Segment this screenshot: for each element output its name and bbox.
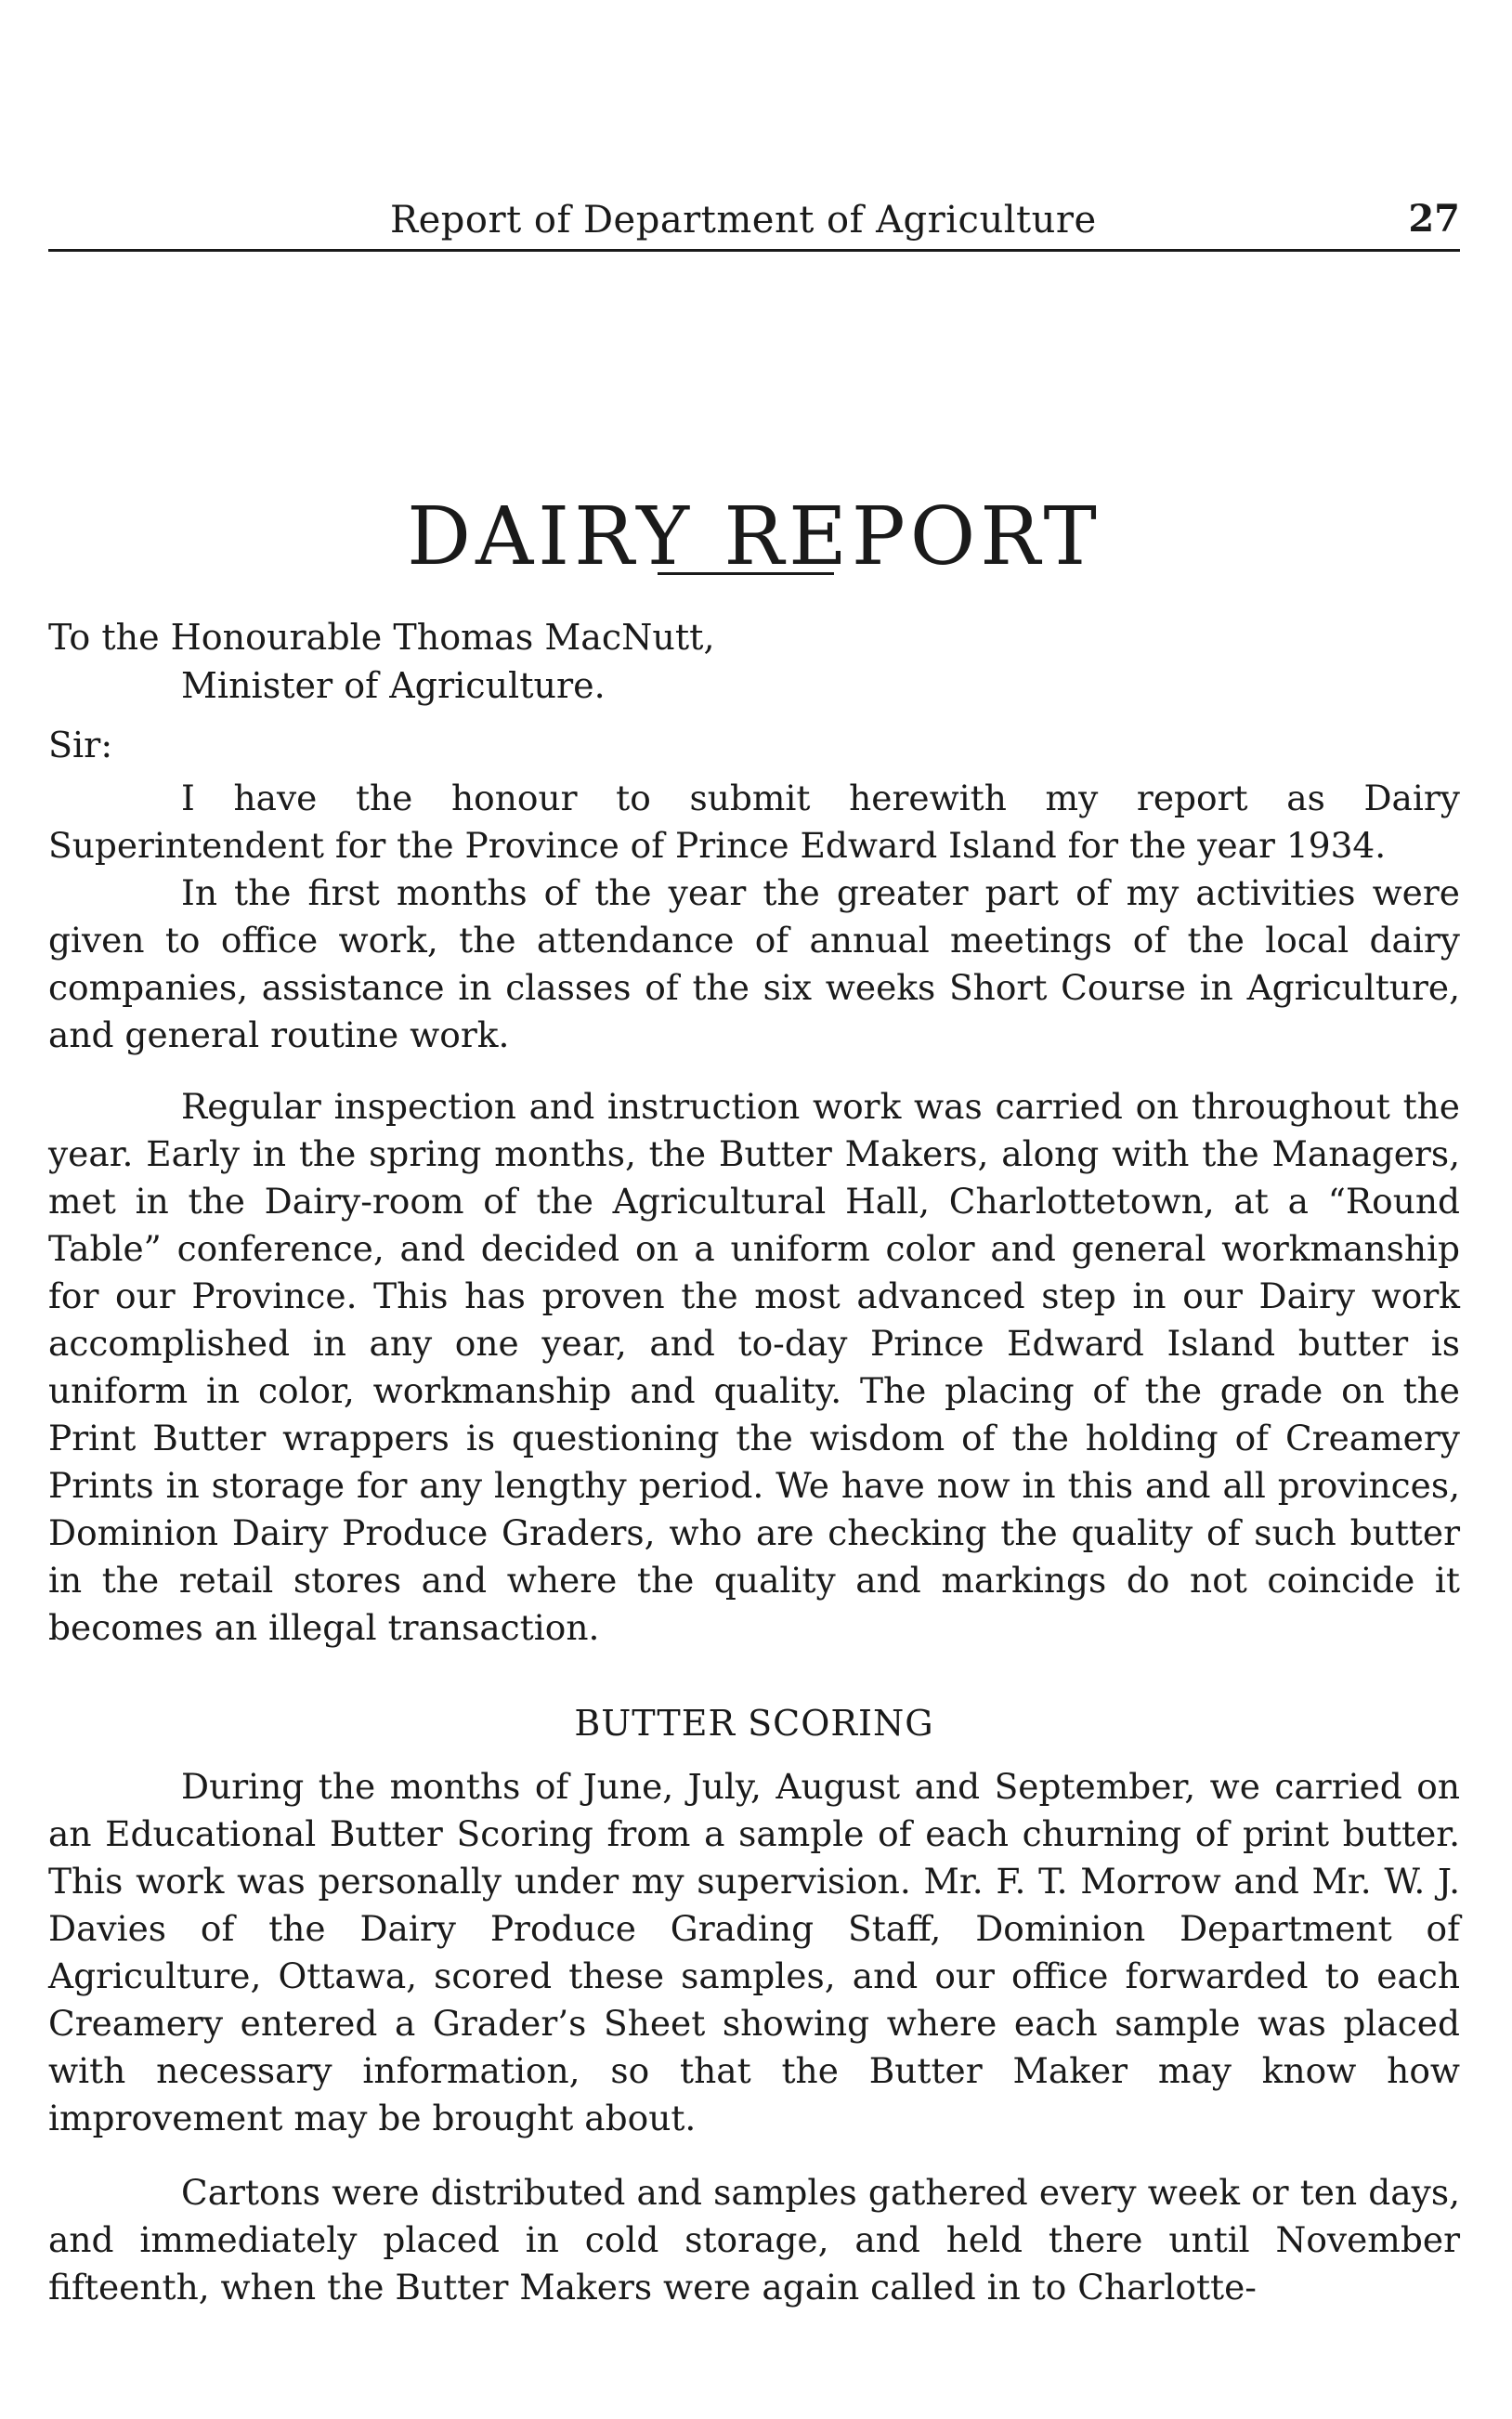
section-heading: BUTTER SCORING: [574, 1703, 934, 1744]
paragraph: I have the honour to submit herewith my report as Dairy Superintendent for the Province of Prince Edward Island for the year 1934.: [48, 778, 1460, 866]
addressee-name: To the Honourable Thomas MacNutt,: [48, 617, 715, 658]
running-header: [48, 195, 1460, 252]
running-title: Report of Department of Agriculture: [390, 199, 1097, 242]
butter-scoring-paragraph-block: [48, 1763, 1460, 2142]
paragraph: In the first months of the year the greater part of my activities were given to office work, the attendance of annual meetings of the local dairy companies, assistance in classes of the six weeks Short Course in Agriculture, and general routine work.: [48, 872, 1460, 1055]
salutation: Sir:: [48, 725, 113, 765]
paragraph: Regular inspection and instruction work was carried on throughout the year. Early in the spring months, the Butter Makers, along with the Managers, met in the Dairy-room of the Agricultural Hall, Charlottetown, at a “Round Table” conference, and decided on a uniform color and general workmanship for our Province. This has proven the most advanced step in our Dairy work accomplished in any one year, and to-day Prince Edward Island butter is uniform in color, workmanship and quality. The placing of the grade on the Print Butter wrappers is questioning the wisdom of the holding of Creamery Prints in storage for any lengthy period. We have now in this and all provinces, Dominion Dairy Produce Graders, who are checking the quality of such butter in the retail stores and where the quality and markings do not coincide it becomes an illegal transaction.: [48, 1086, 1460, 1648]
inspection-paragraph-block: [48, 1083, 1460, 1652]
cartons-paragraph-block: [48, 2169, 1460, 2311]
title-divider: [658, 572, 834, 575]
report-title: DAIRY REPORT: [407, 490, 1101, 583]
intro-paragraphs: [48, 775, 1460, 1059]
paragraph: Cartons were distributed and samples gathered every week or ten days, and immediately placed in cold storage, and held there until November fifteenth, when the Butter Makers were again called in to Charlotte-: [48, 2172, 1460, 2308]
page-number: 27: [1408, 197, 1460, 241]
paragraph: During the months of June, July, August and September, we carried on an Educational Butter Scoring from a sample of each churning of print butter. This work was personally under my supervision. Mr. F. T. Morrow and Mr. W. J. Davies of the Dairy Produce Grading Staff, Dominion Department of Agriculture, Ottawa, scored these samples, and our office forwarded to each Creamery entered a Grader’s Sheet showing where each sample was placed with necessary information, so that the Butter Maker may know how improvement may be brought about.: [48, 1766, 1460, 2138]
addressee-title: Minister of Agriculture.: [181, 665, 606, 706]
addressee-block: [48, 613, 715, 710]
